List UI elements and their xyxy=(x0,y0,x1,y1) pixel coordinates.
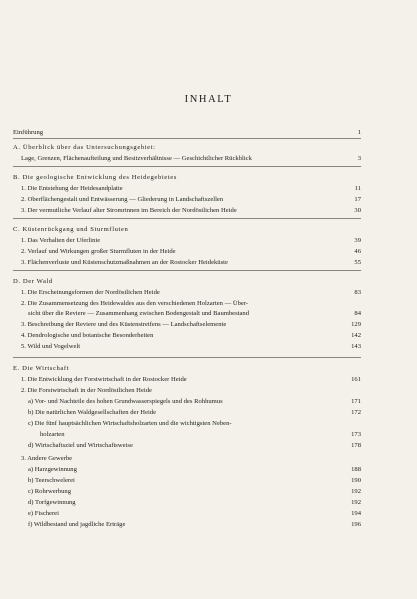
toc-entry xyxy=(13,454,361,463)
toc-entry-page: 30 xyxy=(354,207,361,214)
toc-entry-page: 11 xyxy=(354,185,361,192)
toc-entry-page: 173 xyxy=(351,431,361,438)
toc-entry-text: d) Wirtschaftsziel und Wirtschaftsweise xyxy=(28,442,133,449)
section-divider xyxy=(13,166,361,167)
toc-entry-page: 190 xyxy=(351,477,361,484)
toc-entry xyxy=(13,342,361,351)
toc-entry xyxy=(13,509,361,518)
toc-entry-text: 3. Der vermutliche Verlauf alter Stromrinnen im Bereich der Nordöstlichen Heide xyxy=(21,207,237,214)
toc-entry xyxy=(13,487,361,496)
toc-section-e xyxy=(13,364,361,373)
toc-entry-page: 3 xyxy=(357,155,361,162)
toc-entry-text: e) Fischerei xyxy=(28,510,59,517)
toc-entry xyxy=(13,498,361,507)
toc-entry-text: d) Torfgewinnung xyxy=(28,499,76,506)
toc-entry-text: 5. Wild und Vogelwelt xyxy=(21,343,81,350)
toc-entry-continuation xyxy=(13,309,361,318)
toc-entry-page: 143 xyxy=(351,343,361,350)
toc-entry-text: a) Vor- und Nachteile des hohen Grundwasserspiegels und des Rohhumus xyxy=(28,398,223,405)
toc-entry-text: c) Rohrwerbung xyxy=(28,488,72,495)
toc-entry-text: C. Küstenrückgang und Sturmfluten xyxy=(13,226,129,233)
section-divider xyxy=(13,357,361,358)
toc-entry-text: sicht über die Reviere — Zusammenhang zwischen Bodengestalt und Baumbestand xyxy=(28,310,250,317)
page-title: INHALT xyxy=(184,94,233,105)
toc-section-a xyxy=(13,143,361,152)
toc-entry-text: 1. Das Verhalten der Uferlinie xyxy=(21,237,101,244)
toc-entry xyxy=(13,154,361,163)
toc-entry xyxy=(13,375,361,384)
toc-entry xyxy=(13,441,361,450)
toc-entry xyxy=(13,299,361,308)
section-divider xyxy=(13,270,361,271)
toc-entry xyxy=(13,288,361,297)
toc-entry xyxy=(13,520,361,529)
toc-entry-page: 39 xyxy=(354,237,361,244)
toc-entry-text: c) Die fünf hauptsächlichen Wirtschaftsholzarten und die wichtigsten Neben- xyxy=(28,420,232,427)
toc-entry-text: 3. Flächenverluste und Küstenschutzmaßnahmen an der Rostocker Heideküste xyxy=(21,259,228,266)
toc-entry-page: 196 xyxy=(351,521,361,528)
toc-entry-text: 2. Die Zusammensetzung des Heidewaldes aus den verschiedenen Holzarten — Über- xyxy=(21,300,249,307)
toc-entry-page: 192 xyxy=(351,488,361,495)
toc-entry xyxy=(13,236,361,245)
toc-entry-page: 194 xyxy=(351,510,361,517)
toc-entry xyxy=(13,320,361,329)
toc-entry xyxy=(13,206,361,215)
toc-entry-text: 2. Die Forstwirtschaft in der Nordöstlichen Heide xyxy=(21,387,152,394)
toc-entry-page: 178 xyxy=(351,442,361,449)
toc-entry-text: b) Teerschwelerei xyxy=(28,477,75,484)
toc-entry-text: a) Harzgewinnung xyxy=(28,466,77,473)
toc-entry-text: holzarten xyxy=(40,431,65,438)
toc-entry xyxy=(13,331,361,340)
section-divider xyxy=(13,218,361,219)
toc-entry-page: 192 xyxy=(351,499,361,506)
toc-entry-page: 142 xyxy=(351,332,361,339)
toc-entry-page: 83 xyxy=(354,289,361,296)
toc-entry-text: D. Der Wald xyxy=(13,278,53,285)
toc-entry-continuation xyxy=(13,430,361,439)
toc-entry-einfuehrung xyxy=(13,128,361,137)
toc-entry xyxy=(13,397,361,406)
toc-entry-page: 17 xyxy=(354,196,361,203)
toc-entry xyxy=(13,476,361,485)
toc-entry-text: 1. Die Erscheinungsformen der Nordöstlichen Heide xyxy=(21,289,160,296)
toc-entry-page: 161 xyxy=(351,376,361,383)
toc-entry-page: 46 xyxy=(354,248,361,255)
toc-entry xyxy=(13,184,361,193)
toc-entry xyxy=(13,465,361,474)
toc-entry-page: 55 xyxy=(354,259,361,266)
toc-entry-text: 3. Beschreibung der Reviere und des Küstenstreifens — Landschaftselemente xyxy=(21,321,227,328)
toc-entry-text: A. Überblick über das Untersuchungsgebiet: xyxy=(13,144,156,151)
toc-section-b xyxy=(13,173,361,182)
toc-entry xyxy=(13,258,361,267)
toc-entry-text: E. Die Wirtschaft xyxy=(13,365,70,372)
toc-entry-text: Einführung xyxy=(13,129,44,136)
toc-section-c xyxy=(13,225,361,234)
toc-entry-page: 172 xyxy=(351,409,361,416)
toc-entry-text: 1. Die Entstehung der Heidesandplatte xyxy=(21,185,123,192)
toc-entry-page: 129 xyxy=(351,321,361,328)
toc-entry-text: Lage, Grenzen, Flächenaufteilung und Besitzverhältnisse — Geschichtlicher Rückblick xyxy=(21,155,252,162)
toc-entry-page: 188 xyxy=(351,466,361,473)
toc-entry xyxy=(13,386,361,395)
toc-entry-text: 2. Verlauf und Wirkungen großer Sturmfluten in der Heide xyxy=(21,248,176,255)
toc-entry xyxy=(13,408,361,417)
toc-entry-text: 4. Dendrologische und botanische Besonderheiten xyxy=(21,332,154,339)
toc-entry xyxy=(13,419,361,428)
toc-entry-text: 2. Oberflächengestalt und Entwässerung — Gliederung in Landschaftszellen xyxy=(21,196,224,203)
toc-entry-text: 3. Andere Gewerbe xyxy=(21,455,73,462)
section-divider xyxy=(13,138,361,139)
toc-entry xyxy=(13,195,361,204)
toc-entry-text: b) Die natürlichen Waldgesellschaften der Heide xyxy=(28,409,157,416)
toc-entry-page: 1 xyxy=(357,129,361,136)
toc-entry-page: 84 xyxy=(354,310,361,317)
toc-entry-page: 171 xyxy=(351,398,361,405)
toc-section-d xyxy=(13,277,361,286)
toc-entry xyxy=(13,247,361,256)
toc-entry-text: B. Die geologische Entwicklung des Heidegebietes xyxy=(13,174,177,181)
toc-entry-text: f) Wildbestand und jagdliche Erträge xyxy=(28,521,126,528)
toc-entry-text: 1. Die Entwicklung der Forstwirtschaft in der Rostocker Heide xyxy=(21,376,187,383)
